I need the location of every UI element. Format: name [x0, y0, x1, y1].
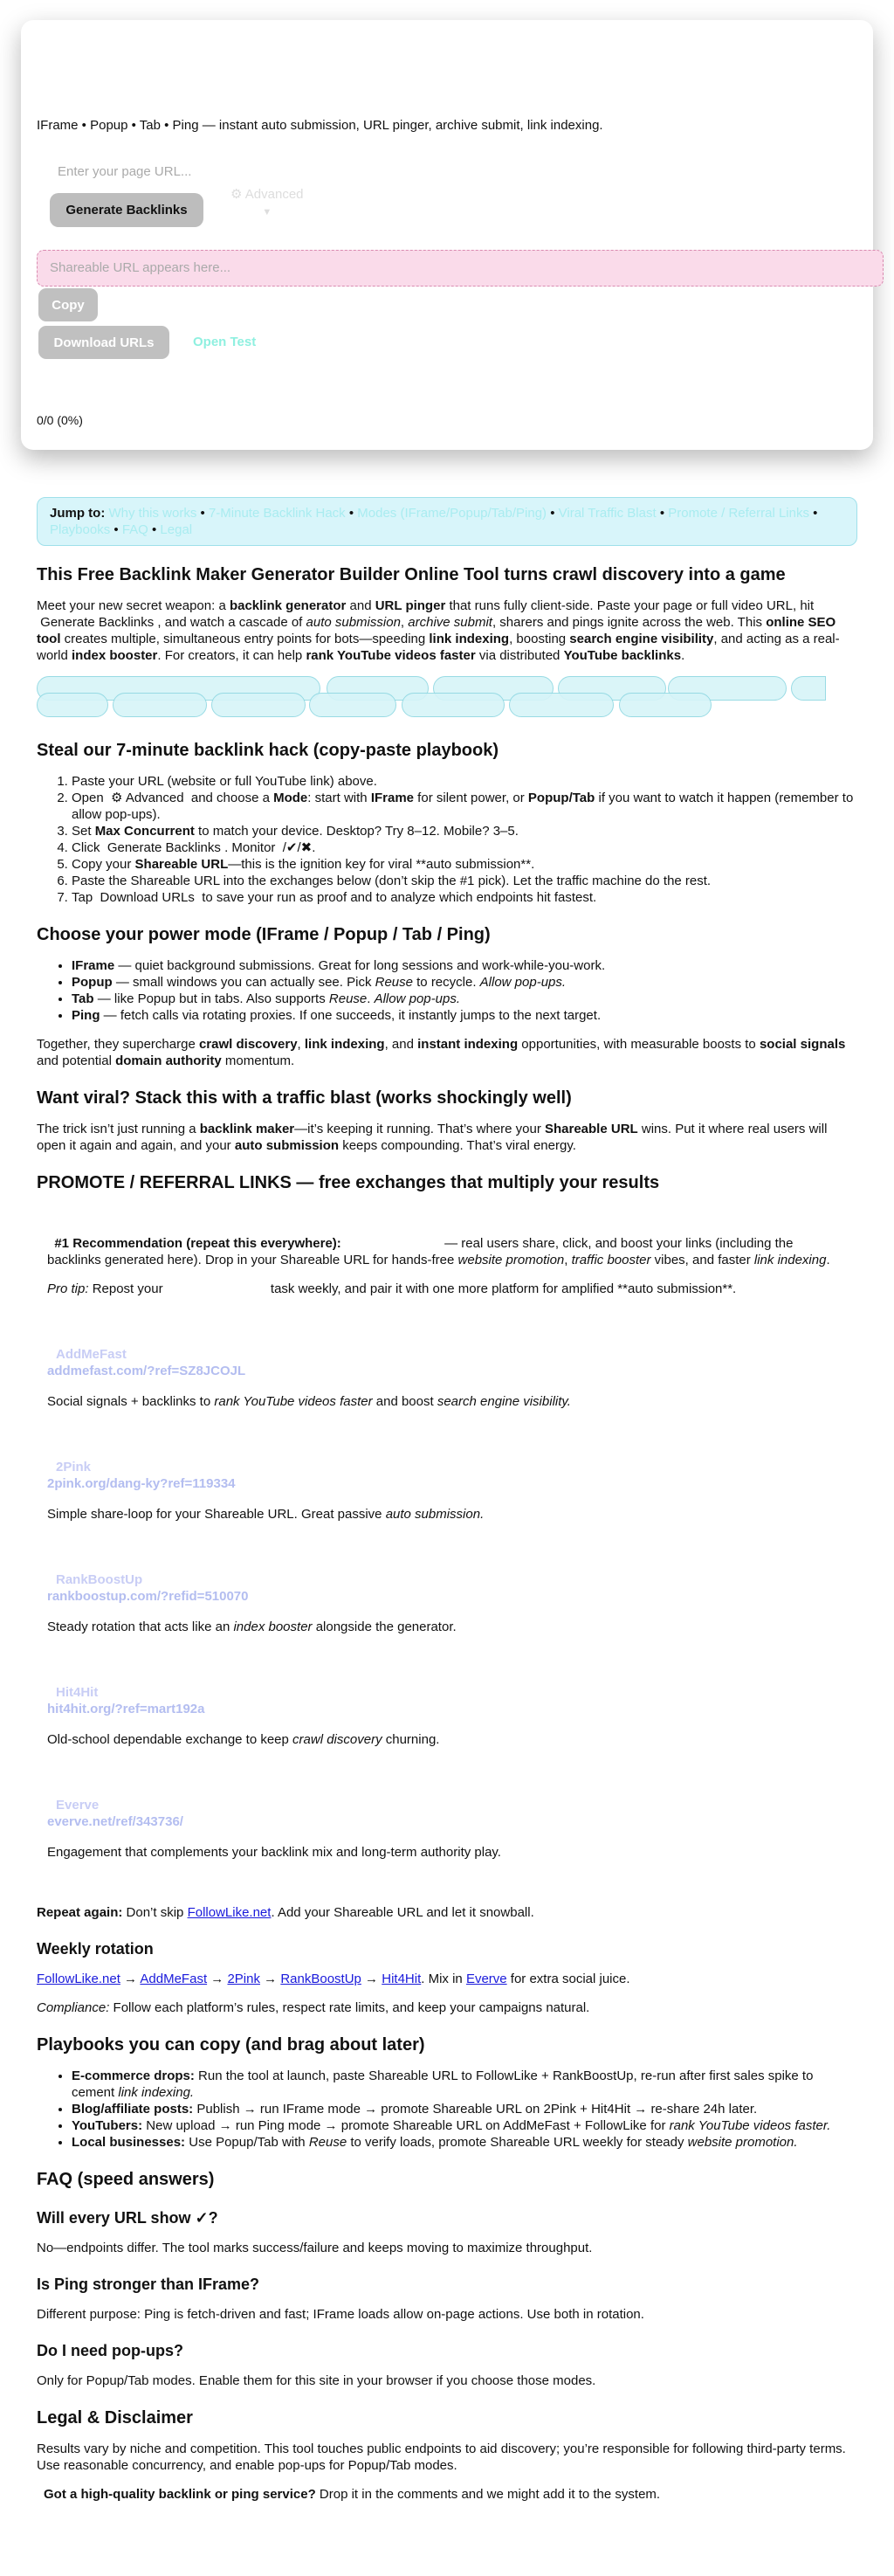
faq-title: FAQ (speed answers) [37, 2170, 215, 2189]
rotation-link[interactable]: RankBoostUp [280, 1972, 361, 1986]
submit-service-cta [37, 2486, 857, 2503]
referral-desc: Engagement that complements your backlink mix and long-term authority play. [47, 1845, 501, 1860]
compliance: Compliance: Follow each platform’s rules, respect rate limits, and keep your campaigns natural. [37, 2000, 590, 2015]
jump-link[interactable]: FAQ [121, 522, 148, 537]
faq-answer: Only for Popup/Tab modes. Enable them for this site in your browser if you choose those modes. [37, 2373, 596, 2388]
list-item: 1. Paste your URL (website or full YouTube link) above. [72, 773, 857, 790]
modes-list [37, 957, 857, 1024]
referral-card [47, 1346, 847, 1410]
referral-name: AddMeFast [56, 1347, 127, 1362]
jump-link[interactable]: Legal [160, 522, 193, 537]
cta-bold: Got a high-quality backlink or ping service? [44, 2487, 316, 2502]
referral-section [37, 1235, 857, 1861]
list-item: • Ping — fetch calls via rotating proxies. If one succeeds, it instantly jumps to the next target. [72, 1007, 857, 1024]
share-pill[interactable] [37, 693, 108, 717]
list-item: • Local businesses: Use Popup/Tab with Reuse to verify loads, promote Shareable URL weekly for steady website promotion. [72, 2134, 857, 2151]
jump-link[interactable]: 7-Minute Backlink Hack [208, 506, 346, 521]
jump-link[interactable]: Viral Traffic Blast [558, 506, 657, 521]
viral-text: The trick isn’t just running a backlink maker—it’s keeping it running. That’s where your Shareable URL wins. Put it where real users will open it again and again, and your auto submission keeps compounding. That’s viral energy. [37, 1122, 828, 1153]
list-item: • Popup — small windows you can actually see. Pick Reuse to recycle. Allow pop-ups. [72, 974, 857, 991]
jump-nav: Jump to: Why this works • 7-Minute Backlink Hack • Modes (IFrame/Popup/Tab/Ping) • Viral Traffic Blast • Promote / Referral Links • Playbooks • FAQ • Legal [37, 497, 857, 546]
weekly-title: Weekly rotation [37, 1940, 154, 1958]
advanced-label: ⚙ Advanced [230, 187, 304, 202]
referral-desc: Simple share-loop for your Shareable URL. Great passive auto submission. [47, 1507, 485, 1522]
share-pill[interactable] [791, 676, 826, 701]
shareable-url-field[interactable]: Shareable URL appears here... [37, 250, 884, 287]
referral-name: 2Pink [56, 1460, 92, 1474]
referral-desc: Old-school dependable exchange to keep crawl discovery churning. [47, 1732, 440, 1747]
list-item: • Blog/affiliate posts: Publish → run IFrame mode → promote Shareable URL on 2Pink + Hit4Hit → re-share 24h later. [72, 2101, 857, 2117]
rotation-link[interactable]: 2Pink [227, 1972, 260, 1986]
list-item: 4. Click Generate Backlinks . Monitor /✔/✖. [72, 839, 857, 856]
legal-text: Results vary by niche and competition. This tool touches public endpoints to aid discovery; you’re responsible for following third-party terms. Use reasonable concurrency, and enable pop-ups for Popup/Tab modes. [37, 2441, 846, 2473]
referral-desc: Social signals + backlinks to rank YouTube videos faster and boost search engine visibility. [47, 1394, 571, 1409]
faq-question: Will every URL show ✓? [37, 2209, 218, 2227]
referral-card [47, 1684, 847, 1748]
rotation-link[interactable]: Everve [465, 1972, 507, 1986]
open-test-link[interactable]: Open Test [193, 335, 257, 349]
referral-link[interactable]: addmefast.com/?ref=SZ8JCOJL [47, 1364, 246, 1378]
progress-counter: 0/0 (0%) [37, 413, 83, 427]
advanced-toggle[interactable] [230, 186, 304, 218]
modes-summary: Together, they supercharge crawl discovery, link indexing, and instant indexing opportunities, with measurable boosts to social signals and potential domain authority momentum. [37, 1037, 846, 1068]
faq-answer: No—endpoints differ. The tool marks success/failure and keeps moving to maximize throughput. [37, 2241, 593, 2255]
rotation-link[interactable]: FollowLike.net [37, 1972, 120, 1986]
referral-name: Everve [56, 1798, 100, 1813]
jump-link[interactable]: Modes (IFrame/Popup/Tab/Ping) [357, 506, 547, 521]
pro-tip: Pro tip: Repost your task weekly, and pair it with one more platform for amplified **auto submission**. [47, 1281, 737, 1296]
weekly-rotation: FollowLike.net → AddMeFast → 2Pink → RankBoostUp → Hit4Hit. Mix in Everve for extra social juice. [37, 1972, 630, 1986]
list-item: • E-commerce drops: Run the tool at launch, paste Shareable URL to FollowLike + RankBoostUp, re-run after first sales spike to cement link indexing. [72, 2068, 857, 2101]
copy-button[interactable]: Copy [38, 288, 98, 321]
viral-title: Want viral? Stack this with a traffic blast (works shockingly well) [37, 1088, 572, 1108]
playbooks-title: Playbooks you can copy (and brag about later) [37, 2035, 425, 2055]
promote-title: PROMOTE / REFERRAL LINKS — free exchanges that multiply your results [37, 1173, 660, 1192]
intro-text: Meet your new secret weapon: a backlink generator and URL pinger that runs fully client-side. Paste your page or full video URL, hit Generate Backlinks , and watch a cascade of auto submission, archive submit, sharers and pings ignite across the web. This online SEO tool creates multiple, simultaneous entry points for bots—speeding link indexing, boosting search engine visibility, and acting as a real-world index booster. For creators, it can help rank YouTube videos faster via distributed YouTube backlinks. [37, 598, 840, 663]
intro-title: This Free Backlink Maker Generator Builder Online Tool turns crawl discovery into a game [37, 565, 786, 584]
list-item: 3. Set Max Concurrent to match your device. Desktop? Try 8–12. Mobile? 3–5. [72, 823, 857, 839]
list-item: 5. Copy your Shareable URL—this is the ignition key for viral **auto submission**. [72, 856, 857, 873]
tagline: IFrame • Popup • Tab • Ping — instant auto submission, URL pinger, archive submit, link indexing. [37, 118, 603, 133]
list-item: 2. Open ⚙ Advanced and choose a Mode: start with IFrame for silent power, or Popup/Tab if you want to watch it happen (remember to allow pop-ups). [72, 790, 857, 823]
faq-question: Is Ping stronger than IFrame? [37, 2276, 260, 2293]
list-item: 6. Paste the Shareable URL into the exchanges below (don’t skip the #1 pick). Let the traffic machine do the rest. [72, 873, 857, 889]
referral-name: RankBoostUp [56, 1572, 143, 1587]
repeat-again: Repeat again: Don’t skip FollowLike.net. Add your Shareable URL and let it snowball. [37, 1905, 534, 1920]
list-item: • YouTubers: New upload → run Ping mode → promote Shareable URL on AddMeFast + FollowLike for rank YouTube videos faster. [72, 2117, 857, 2134]
download-urls-button[interactable]: Download URLs [38, 326, 169, 359]
share-buttons-row [37, 676, 857, 722]
tool-card [21, 20, 873, 450]
url-input[interactable] [56, 158, 405, 184]
share-pill[interactable] [211, 693, 306, 717]
rotation-link[interactable]: Hit4Hit [382, 1972, 422, 1986]
referral-link[interactable]: rankboostup.com/?refid=510070 [47, 1589, 249, 1604]
rotation-link[interactable]: AddMeFast [140, 1972, 208, 1986]
referral-card [47, 1459, 847, 1523]
referral-link[interactable]: 2pink.org/dang-ky?ref=119334 [47, 1476, 236, 1491]
referral-card [47, 1571, 847, 1635]
faq-question: Do I need pop-ups? [37, 2342, 183, 2359]
chevron-down-icon: ▼ [262, 207, 272, 218]
generate-backlinks-button[interactable]: Generate Backlinks [50, 193, 203, 227]
share-pill[interactable] [619, 693, 712, 717]
list-item: • Tab — like Popup but in tabs. Also supports Reuse. Allow pop-ups. [72, 991, 857, 1007]
list-item: 7. Tap Download URLs to save your run as proof and to analyze which endpoints hit fastest. [72, 889, 857, 906]
hack-steps [37, 773, 857, 906]
jump-label: Jump to: [50, 506, 106, 521]
referral-link[interactable]: everve.net/ref/343736/ [47, 1814, 183, 1829]
share-pill[interactable] [113, 693, 207, 717]
recommendation: #1 Recommendation (repeat this everywhere): — real users share, click, and boost your links (including the backlinks generated here). Drop in your Shareable URL for hands-free website promotion, traffic booster vibes, and faster link indexing. [47, 1236, 830, 1267]
faq-answer: Different purpose: Ping is fetch-driven and fast; IFrame loads allow on-page actions. Use both in rotation. [37, 2307, 644, 2322]
referral-card [47, 1797, 847, 1861]
legal-title: Legal & Disclaimer [37, 2408, 193, 2428]
jump-link[interactable]: Why this works [108, 506, 197, 521]
jump-link[interactable]: Playbooks [50, 522, 111, 537]
share-pill[interactable] [309, 693, 396, 717]
referral-link[interactable]: hit4hit.org/?ref=mart192a [47, 1702, 205, 1716]
list-item: • IFrame — quiet background submissions. Great for long sessions and work-while-you-work. [72, 957, 857, 974]
share-pill[interactable] [509, 693, 614, 717]
jump-link[interactable]: Promote / Referral Links [668, 506, 809, 521]
playbooks-list [37, 2068, 857, 2151]
cta-text: Drop it in the comments and we might add it to the system. [315, 2487, 661, 2502]
hack-title: Steal our 7-minute backlink hack (copy-paste playbook) [37, 741, 499, 760]
referral-name: Hit4Hit [56, 1685, 99, 1700]
followlike-link[interactable]: FollowLike.net [187, 1905, 272, 1920]
share-pill[interactable] [402, 693, 505, 717]
referral-desc: Steady rotation that acts like an index booster alongside the generator. [47, 1619, 457, 1634]
modes-title: Choose your power mode (IFrame / Popup / Tab / Ping) [37, 925, 491, 944]
